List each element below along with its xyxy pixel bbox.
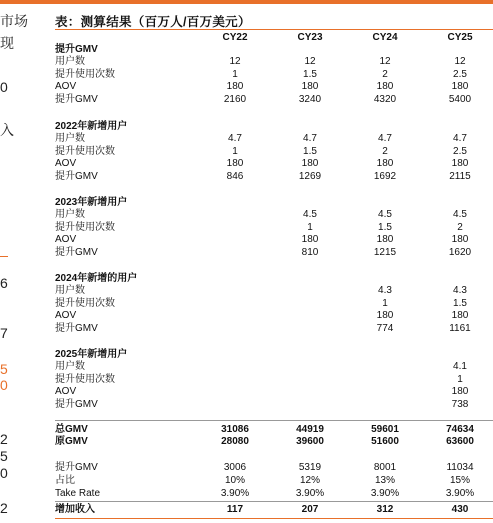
table-cell: 1 — [382, 297, 388, 309]
table-cell: 12 — [454, 56, 466, 67]
table-row — [55, 374, 493, 386]
table-row — [55, 171, 493, 183]
row-label: 提升GMV — [55, 462, 98, 473]
table-row — [55, 158, 493, 170]
table-row — [55, 386, 493, 398]
row-label: Take Rate — [55, 488, 101, 499]
section-heading: 2022年新增用户 — [55, 121, 128, 132]
table-cell: 8001 — [373, 462, 397, 473]
table-cell: 2.5 — [453, 68, 467, 80]
table-row — [55, 285, 493, 297]
table-cell: 4.3 — [378, 285, 392, 296]
row-label: 提升GMV — [55, 246, 98, 258]
table-cell: 180 — [451, 386, 469, 397]
table-cell: 180 — [226, 81, 244, 92]
table-cell: 4320 — [373, 93, 397, 105]
table-row — [55, 298, 493, 310]
row-label: AOV — [55, 158, 77, 169]
table-cell: 4.1 — [453, 361, 467, 372]
table-cell: 12% — [299, 475, 320, 486]
table-cell: 39600 — [296, 436, 324, 447]
table-cell: 3.90% — [295, 488, 325, 499]
left-fragment: 5 — [0, 448, 8, 464]
table-cell: 51600 — [371, 436, 399, 447]
table-cell: 180 — [451, 234, 469, 245]
table-cell: 180 — [451, 310, 469, 321]
row-label: 占比 — [55, 475, 75, 486]
table-cell: 180 — [376, 310, 394, 321]
row-label: 用户数 — [55, 361, 85, 372]
table-cell: 774 — [376, 322, 394, 334]
table-cell: 2 — [382, 145, 388, 157]
table-cell: 180 — [451, 81, 469, 92]
table-row — [55, 323, 493, 335]
row-label: AOV — [55, 234, 77, 245]
column-header: CY22 — [222, 32, 248, 43]
table-cell: 2 — [457, 221, 463, 233]
table-cell: 1 — [307, 221, 313, 233]
table-cell: 180 — [301, 234, 319, 245]
table-cell: 180 — [301, 81, 319, 92]
table-cell: 117 — [226, 504, 244, 515]
table-cell: 4.5 — [303, 209, 317, 220]
table-cell: 1.5 — [303, 145, 317, 157]
left-fragment: 入 — [0, 122, 14, 138]
table-row — [55, 234, 493, 246]
table-cell: 1.5 — [303, 68, 317, 80]
section-heading: 2024年新增的用户 — [55, 273, 138, 284]
table-cell: 1620 — [448, 246, 472, 258]
table-row — [55, 69, 493, 81]
table-row — [55, 399, 493, 411]
table-cell: 4.7 — [453, 133, 467, 144]
table-cell: 4.7 — [228, 133, 242, 144]
table-cell: 3.90% — [220, 488, 250, 499]
table-cell: 2.5 — [453, 145, 467, 157]
bottom-rule — [55, 518, 493, 519]
left-fragment: 现 — [0, 35, 14, 51]
table-cell: 2160 — [223, 93, 247, 105]
table-cell: 5400 — [448, 93, 472, 105]
summary-row — [55, 475, 493, 487]
table-cell: 12 — [379, 56, 391, 67]
table-cell: 3.90% — [445, 488, 475, 499]
table-cell: 63600 — [446, 436, 474, 447]
left-divider — [0, 256, 8, 257]
table-cell: 180 — [301, 158, 319, 169]
row-label: 增加收入 — [55, 504, 95, 515]
table-row — [55, 222, 493, 234]
table-row — [55, 81, 493, 93]
table-cell: 4.5 — [378, 209, 392, 220]
column-header: CY25 — [447, 32, 473, 43]
added-revenue-row — [55, 504, 493, 516]
row-label: 提升GMV — [55, 322, 98, 334]
left-fragment: 0 — [0, 465, 8, 481]
table-row — [55, 247, 493, 259]
row-label: 用户数 — [55, 285, 85, 296]
row-label: 原GMV — [55, 436, 88, 447]
table-cell: 1 — [457, 373, 463, 385]
column-header: CY24 — [372, 32, 398, 43]
table-cell: 312 — [376, 504, 394, 515]
table-cell: 11034 — [446, 462, 474, 473]
table-cell: 1161 — [449, 322, 471, 334]
table-cell: 1.5 — [453, 297, 467, 309]
table-row — [55, 133, 493, 145]
row-label: 提升GMV — [55, 93, 98, 105]
table-cell: 180 — [376, 158, 394, 169]
left-fragment: 0 — [0, 377, 8, 393]
section-heading: 2023年新增用户 — [55, 197, 128, 208]
table-cell: 1269 — [298, 170, 322, 182]
header-rule — [55, 29, 493, 30]
table-cell: 180 — [376, 234, 394, 245]
table-cell: 1215 — [373, 246, 397, 258]
table-cell: 180 — [376, 81, 394, 92]
table-row — [55, 361, 493, 373]
table-cell: 59601 — [371, 424, 399, 435]
row-label: AOV — [55, 81, 77, 92]
table-cell: 3.90% — [370, 488, 400, 499]
row-label: AOV — [55, 310, 77, 321]
row-label: 提升使用次数 — [55, 68, 115, 80]
table-cell: 4.5 — [453, 209, 467, 220]
total-gmv-row — [55, 424, 493, 436]
original-gmv-row — [55, 436, 493, 448]
left-fragment: 市场 — [0, 13, 28, 29]
table-cell: 738 — [451, 398, 469, 410]
table-cell: 12 — [304, 56, 316, 67]
table-row — [55, 146, 493, 158]
table-cell: 4.3 — [453, 285, 467, 296]
left-fragment: 0 — [0, 79, 8, 95]
left-fragment: 2 — [0, 500, 8, 516]
row-label: 提升GMV — [55, 398, 98, 410]
left-fragment: 2 — [0, 431, 8, 447]
summary-row — [55, 488, 493, 500]
row-label: 用户数 — [55, 56, 85, 67]
table-cell: 180 — [226, 158, 244, 169]
row-label: 提升使用次数 — [55, 297, 115, 309]
table-cell: 44919 — [296, 424, 324, 435]
table-row — [55, 94, 493, 106]
row-label: 提升GMV — [55, 170, 98, 182]
table-cell: 15% — [449, 475, 470, 486]
table-cell: 12 — [229, 56, 241, 67]
section-heading: 提升GMV — [55, 44, 98, 55]
left-fragment: 6 — [0, 275, 8, 291]
row-label: 提升使用次数 — [55, 145, 115, 157]
left-fragment: 5 — [0, 361, 8, 377]
table-cell: 2 — [382, 68, 388, 80]
table-cell: 430 — [451, 504, 469, 515]
table-cell: 1 — [232, 68, 238, 80]
table-cell: 13% — [374, 475, 395, 486]
table-cell: 207 — [301, 504, 319, 515]
table-cell: 74634 — [446, 424, 474, 435]
table-cell: 31086 — [221, 424, 249, 435]
table-cell: 846 — [226, 170, 244, 182]
summary-row — [55, 462, 493, 474]
totals-rule — [55, 420, 493, 421]
section-heading: 2025年新增用户 — [55, 349, 128, 360]
table-cell: 10% — [224, 475, 245, 486]
table-cell: 1.5 — [378, 221, 392, 233]
table-row — [55, 310, 493, 322]
row-label: 总GMV — [55, 424, 88, 435]
row-label: 提升使用次数 — [55, 221, 115, 233]
table-cell: 1 — [232, 145, 238, 157]
column-header: CY23 — [297, 32, 323, 43]
left-fragment: 7 — [0, 325, 8, 341]
table-cell: 180 — [451, 158, 469, 169]
table-cell: 28080 — [221, 436, 249, 447]
table-cell: 3240 — [298, 93, 322, 105]
table-cell: 1692 — [373, 170, 397, 182]
table-cell: 5319 — [298, 462, 322, 473]
table-title: 表：测算结果（百万人/百万美元） — [55, 15, 251, 29]
table-cell: 810 — [301, 246, 319, 258]
table-cell: 4.7 — [378, 133, 392, 144]
row-label: 用户数 — [55, 133, 85, 144]
row-label: 用户数 — [55, 209, 85, 220]
table-cell: 4.7 — [303, 133, 317, 144]
table-cell: 2115 — [449, 170, 471, 182]
row-label: AOV — [55, 386, 77, 397]
final-rule — [55, 501, 493, 502]
table-cell: 3006 — [223, 462, 247, 473]
top-accent-bar — [0, 0, 493, 4]
table-row — [55, 56, 493, 68]
row-label: 提升使用次数 — [55, 373, 115, 385]
table-row — [55, 209, 493, 221]
